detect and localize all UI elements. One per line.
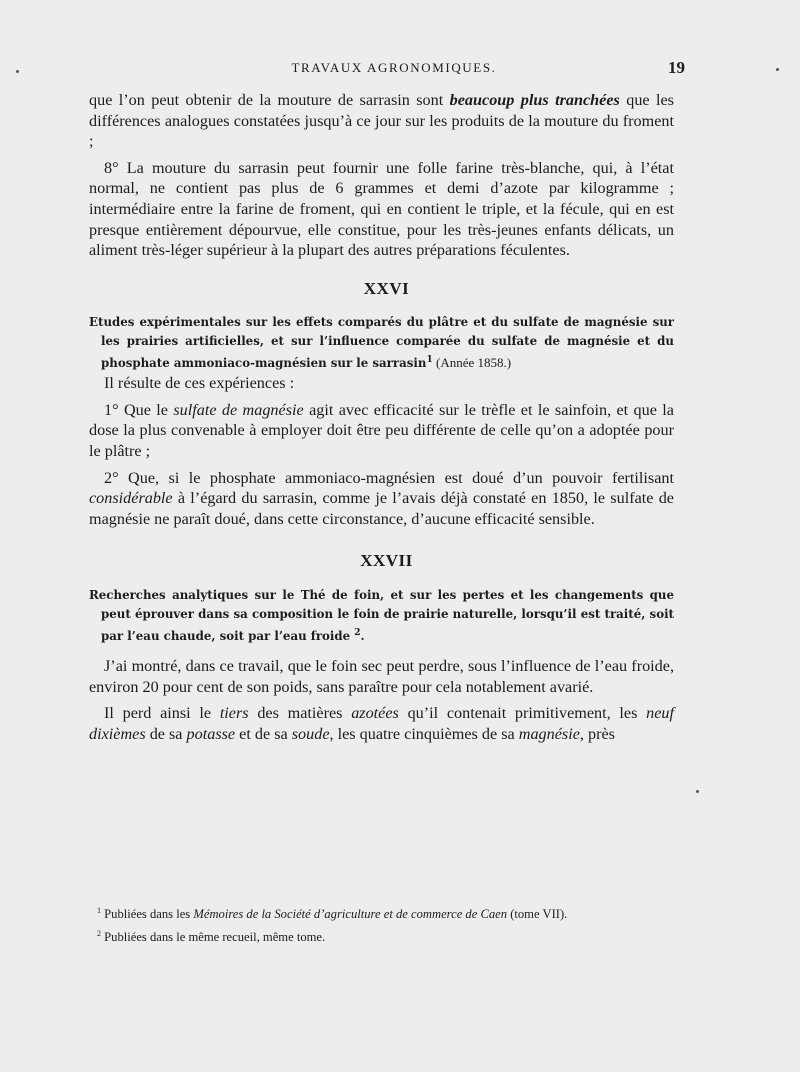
emphasis: beaucoup plus tranchées	[449, 91, 620, 109]
text-run: que l’on peut obtenir de la mouture de sarrasin sont	[89, 91, 450, 109]
text-run: de sa	[145, 724, 187, 743]
text-run: et de sa	[235, 724, 292, 743]
footnote-ref[interactable]: 1	[426, 355, 433, 366]
paragraph: 8° La mouture du sarrasin peut fournir une folle farine très-blanche, qui, à l’état normal, ne contient pas plus de 6 grammes et demi d’azote par kilogramme ; intermédiaire entre la farine de froment, qui en contient le triple, et la fécule, qui en est presque entièrement dépourvue, elle constitue, pour les très-jeunes enfants délicats, un aliment très-léger supérieur à la plupart des autres préparations féculentes.	[89, 158, 674, 260]
text-run: Publiées dans les	[101, 907, 194, 922]
emphasis: Mémoires de la Société d’agriculture et de commerce de Caen	[193, 907, 508, 922]
list-item	[89, 400, 674, 462]
emphasis: soude	[291, 724, 330, 743]
emphasis: neuf dixièmes	[89, 704, 674, 743]
emphasis: azotées	[351, 704, 399, 723]
footnote	[89, 901, 674, 924]
text-run: des matières	[248, 704, 352, 723]
body-text	[89, 90, 674, 744]
section-title-text: Etudes expérimentales sur les effets comparés du plâtre et du sulfate de magnésie sur les prairies artificielles, et sur l’influence comparée du sulfate de magnésie et du phosphate ammoniaco-magnésien sur le sarrasin	[89, 315, 674, 371]
footnotes	[89, 901, 674, 947]
section-title	[89, 313, 674, 373]
text-run: agit avec efficacité sur le trèfle et le sainfoin, et que la dose la plus convenable à employer doit être peu différente de celle qu’on a adoptée pour le plâtre ;	[89, 400, 674, 461]
section-title-text: Recherches analytiques sur le Thé de foin, et sur les pertes et les changements que peut éprouver dans sa composition le foin de prairie naturelle, lorsqu’il est traité, soit par l’eau chaude, soit par l’eau froide	[89, 588, 674, 643]
footnote-mark: 2	[97, 929, 101, 939]
text-run: que les différences analogues constatées jusqu’à ce jour sur les produits de la mouture du froment ;	[89, 91, 674, 151]
emphasis: potasse	[186, 724, 236, 743]
page-number: 19	[668, 58, 685, 77]
emphasis: sulfate de magnésie	[173, 400, 304, 419]
running-title: TRAVAUX AGRONOMIQUES.	[291, 60, 497, 75]
text-run: à l’égard du sarrasin, comme je l’avais déjà constaté en 1850, le sulfate de magnésie ne paraît doué, dans cette circonstance, d’aucune efficacité sensible.	[89, 489, 674, 528]
paragraph: J’ai montré, dans ce travail, que le foin sec peut perdre, sous l’influence de l’eau froide, environ 20 pour cent de son poids, sans paraître pour cela notablement avarié.	[89, 656, 674, 696]
running-head	[89, 58, 685, 80]
paragraph	[89, 90, 674, 152]
paragraph: Il résulte de ces expériences :	[104, 374, 295, 393]
text-run: qu’il contenait primitivement, les	[398, 704, 647, 723]
list-item	[89, 468, 674, 530]
text-run: Publiées dans le même recueil, même tome.	[101, 930, 326, 945]
footnote-mark: 1	[97, 906, 101, 915]
paragraph	[89, 703, 674, 744]
text-run: Il perd ainsi le	[104, 704, 220, 723]
text-run: , près	[579, 724, 615, 743]
scan-speck	[16, 70, 19, 73]
text-run: .	[360, 628, 365, 643]
emphasis: magnésie	[518, 724, 580, 743]
section-title	[89, 586, 674, 646]
section-year: (Année 1858.)	[432, 355, 512, 371]
text-run: (tome VII).	[507, 907, 568, 922]
text-run: 2° Que, si le phosphate ammoniaco-magnésien est doué d’un pouvoir fertilisant	[104, 468, 674, 487]
scan-speck	[696, 790, 699, 793]
footnote-ref[interactable]: 2	[354, 628, 361, 639]
footnote	[89, 924, 674, 947]
emphasis: tiers	[219, 704, 249, 723]
section-number: XXVI	[363, 278, 410, 298]
text-run: , les quatre cinquièmes de sa	[329, 724, 519, 743]
emphasis: considérable	[89, 489, 173, 508]
scan-speck	[776, 68, 779, 71]
section-number: XXVII	[360, 551, 413, 571]
text-run: 1° Que le	[104, 400, 174, 419]
